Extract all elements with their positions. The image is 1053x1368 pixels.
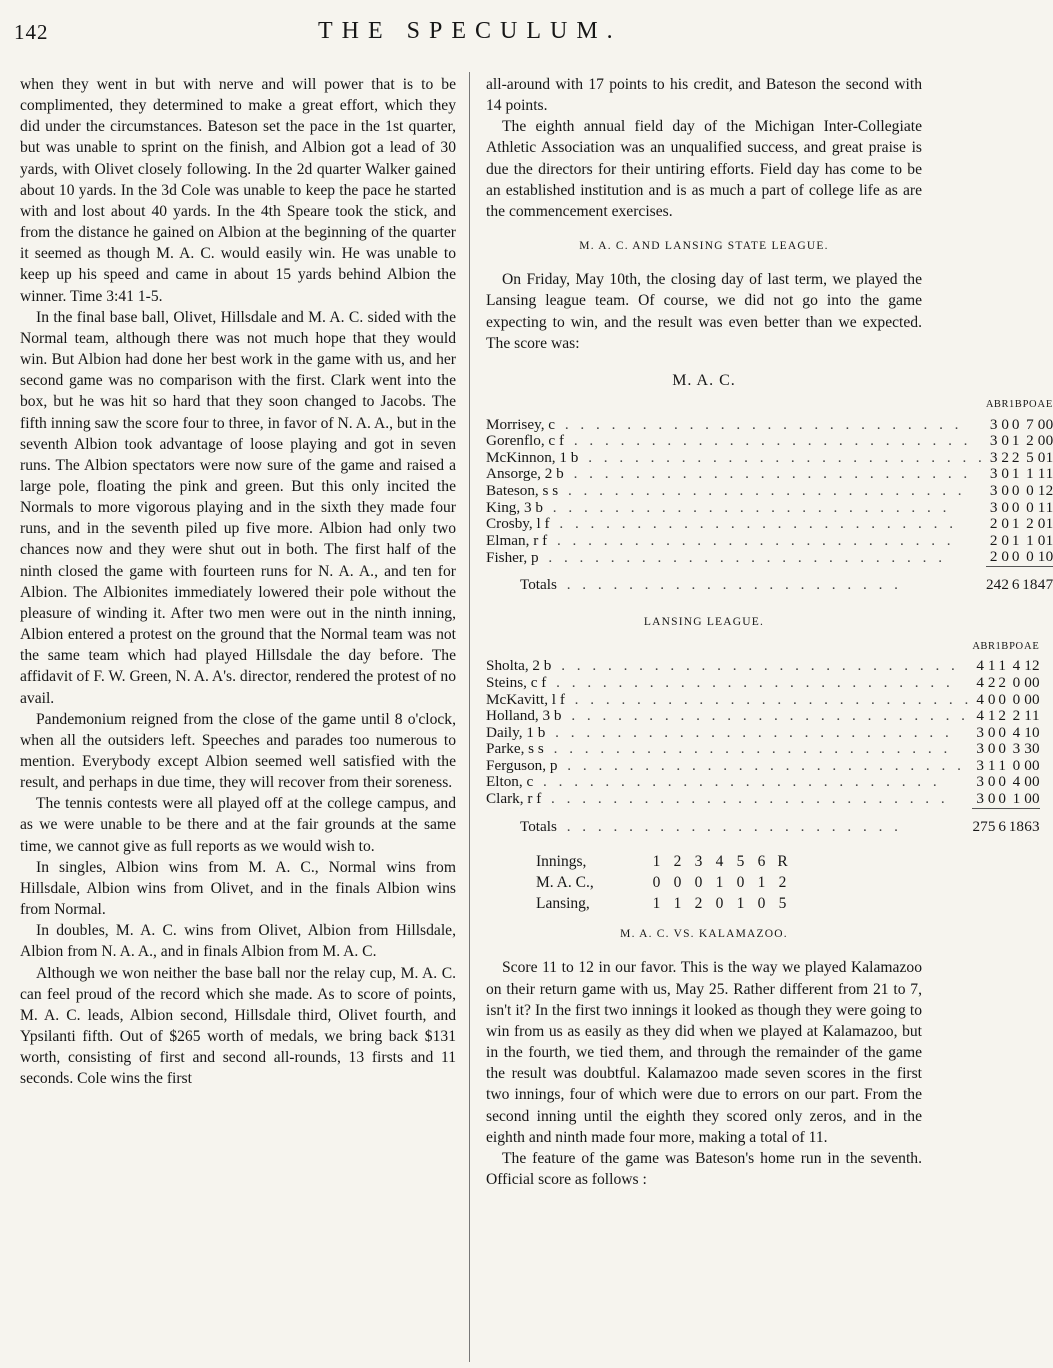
player-name: Clark, r f [486,790,542,808]
stat-cell: 0 [1037,448,1046,466]
inning-score: 5 [778,895,787,913]
stat-cell: 0 [987,740,996,758]
stat-cell: 1 [998,756,1006,774]
player-name: Ferguson, p [486,756,558,774]
box-header-row [486,397,1053,417]
stat-cell: 0 [1037,515,1046,533]
player-row [486,758,1040,775]
stat-cell: 0 [1024,673,1032,691]
leader-dots: . . . . . . . . . . . . . . . . . . . . . . . . . . [559,756,965,774]
inning-number: 2 [673,853,682,871]
paragraph: The eighth annual field day of the Michigan Inter-Collegiate Athletic Association was an unqualified success, and great praise is due the directors for their untiring efforts. Field day has come to be an established institution and is as much a part of college life as are the commencement exercises. [486,118,922,220]
innings-label: Innings, [536,853,587,871]
total-cell: 6 [998,817,1006,835]
stat-cell: 3 [976,723,984,741]
total-cell: 3 [1032,817,1040,835]
player-name-cell [486,675,972,692]
player-name: Daily, 1 b [486,723,546,741]
player-name: Parke, s s [486,740,544,758]
stat-cell: 0 [1026,548,1034,566]
player-name: Fisher, p [486,548,539,566]
stat-cell: 0 [1001,415,1010,433]
player-name: Steins, c f [486,673,547,691]
box-score-mac [486,397,1053,594]
stat-cell: 0 [1045,548,1053,566]
player-name-cell [486,758,972,775]
stat-cell: 1 [1011,465,1020,483]
player-row [486,450,1053,467]
stat-cell: 0 [1001,432,1010,450]
stat-cell: 2 [998,707,1006,725]
player-name-cell [486,433,986,450]
total-cell: 5 [987,817,996,835]
right-column [486,74,1053,1190]
stat-cell: 2 [1032,657,1040,675]
stat-cell: 0 [1032,756,1040,774]
stat-cell: 0 [1045,432,1053,450]
page-number: 142 [14,20,49,44]
inning-score: 0 [757,895,766,913]
stat-cell: 2 [1045,482,1053,499]
stat-cell: 2 [1012,707,1021,725]
player-name-cell [486,708,972,725]
stat-cell: 0 [998,723,1006,741]
player-name-cell [486,774,972,791]
stat-cell: 5 [1026,448,1034,466]
stat-cell: 7 [1026,415,1034,433]
inning-score: 1 [652,895,661,913]
stat-cell: 0 [1001,548,1010,566]
player-name: Elman, r f [486,531,548,549]
paragraph: Although we won neither the base ball nor the relay cup, M. A. C. can feel proud of the record which she made. As to score of points, M. A. C. leads, Albion second, Hillsdale third, Olivet fourth, and Ypsilanti fifth. Out of $265 worth of medals, we bring back $131 worth, consisting of first and second all-rounds, 13 firsts and 11 seconds. Cole wins the first [20,964,456,1088]
inning-score: 0 [715,895,724,913]
stat-cell: 0 [1001,531,1010,549]
inning-number: R [777,853,788,871]
stat-cell: 2 [1011,448,1020,466]
stat-cell: 1 [1045,465,1053,483]
stat-cell: 1 [1026,465,1034,483]
stat-cell: 0 [1012,690,1021,708]
stat-cell: 1 [1026,531,1034,549]
player-name-cell [486,450,986,467]
column-header: AB [972,640,988,652]
inning-number: 3 [694,853,703,871]
totals-row [486,567,1053,594]
leader-dots: . . . . . . . . . . . . . . . . . . . . . . . . . . [557,415,963,433]
stat-cell: 3 [1012,740,1021,758]
stat-cell: 0 [1032,790,1040,808]
player-name-cell [486,725,972,742]
stat-cell: 0 [987,773,996,791]
player-name: Bateson, s s [486,482,559,499]
leader-dots: . . . . . . . . . . . . . . . . . . . . . . [558,817,902,835]
stat-cell: 0 [1001,482,1010,499]
stat-cell: 4 [976,707,984,725]
leader-dots: . . . . . . . . . . . . . . . . . . . . . . . . . . [551,515,957,533]
stat-cell: 3 [989,448,998,466]
stat-cell: 1 [1045,448,1053,466]
stat-cell: 0 [998,690,1006,708]
stat-cell: 4 [1012,723,1021,741]
stat-cell: 3 [989,482,998,499]
player-name-cell [486,741,972,758]
stat-cell: 1 [1045,498,1053,516]
paragraph: On Friday, May 10th, the closing day of last term, we played the Lansing league team. Of course, we did not go into the game expecting to win, and the result was even better than we expected. The score was: [486,271,922,352]
stat-cell: 1 [1037,498,1046,516]
player-name: McKinnon, 1 b [486,448,579,466]
player-name-cell [486,692,972,709]
total-cell: 18 [1008,817,1024,835]
column-header: E [1032,640,1040,652]
paragraph: all-around with 17 points to his credit, and Bateson the second with 14 points. [486,76,922,115]
stat-cell: 2 [1026,515,1034,533]
paragraph: In singles, Albion wins from M. A. C., Normal wins from Hillsdale, Albion wins from Olivet, and in the finals Albion wins from Normal. [20,858,456,919]
player-name-cell [486,466,986,483]
stat-cell: 0 [987,723,996,741]
total-cell: 7 [1045,575,1053,593]
player-row [486,516,1053,533]
stat-cell: 1 [1032,707,1040,725]
stat-cell: 0 [998,740,1006,758]
stat-cell: 0 [1001,515,1010,533]
stat-cell: 3 [976,740,984,758]
section-heading: M. A. C. VS. KALAMAZOO. [620,928,788,941]
player-name-cell [486,516,986,533]
stat-cell: 2 [989,548,998,566]
column-header: A [1023,640,1033,652]
player-name: Ansorge, 2 b [486,465,564,483]
stat-cell: 0 [998,773,1006,791]
player-name-cell [486,483,986,500]
leader-dots: . . . . . . . . . . . . . . . . . . . . . . . . . . [566,690,973,708]
box-body-mac [486,417,1053,594]
totals-label: Totals [520,817,557,835]
stat-cell: 0 [1001,498,1010,516]
player-name-cell [486,549,986,566]
paragraph: The feature of the game was Bateson's home run in the seventh. Official score as follows : [486,1149,922,1188]
stat-cell: 1 [1037,548,1046,566]
inning-score: 0 [673,874,682,892]
total-cell: 4 [1037,575,1046,593]
player-name-cell [486,658,972,675]
column-header: PO [1022,399,1038,411]
stat-cell: 0 [1026,498,1034,516]
stat-cell: 3 [976,756,984,774]
stat-cell: 0 [1024,773,1032,791]
total-cell: 6 [1011,575,1020,593]
stat-cell: 2 [1001,448,1010,466]
inning-score: 1 [736,895,745,913]
player-name: Elton, c [486,773,534,791]
player-row [486,725,1040,742]
player-row [486,500,1053,517]
inning-score: 2 [694,895,703,913]
player-name: Sholta, 2 b [486,657,552,675]
player-name: King, 3 b [486,498,543,516]
stat-cell: 1 [998,657,1006,675]
player-name-cell [486,417,986,434]
stat-cell: 0 [987,790,996,808]
leader-dots: . . . . . . . . . . . . . . . . . . . . . . . . . . [553,657,959,675]
stat-cell: 0 [1001,465,1010,483]
player-row [486,549,1053,566]
innings-team-label: M. A. C., [536,874,594,892]
stat-cell: 3 [989,498,998,516]
inning-number: 1 [652,853,661,871]
stat-cell: 1 [1024,723,1032,741]
column-header: R [987,640,996,652]
stat-cell: 0 [987,690,996,708]
paragraph: In the final base ball, Olivet, Hillsdale and M. A. C. sided with the Normal team, although there was not much hope that they would win. But Albion had done her best work in the game with us, and her second game was no comparison with the first. Clark went into the box, but he was hit so hard that they soon changed to Jacobs. The fifth inning saw the score four to three, in favor of N. A. A., but in the seventh Albion took advantage of loose playing and got in seven runs. The Albion spectators were now sure of the game and raised a large pole, floating the pink and green. But this only incited the Normals to more vigorous playing and in the sixth they made four runs, and in the seventh piled up five more. Albion had only two chances now and they were shut out in both. The first half of the ninth closed the game with fourteen runs for N. A. A., and ten for Albion. The Albionites immediately lowered their pole without the pleasure of winding it. After two men were out in the ninth inning, Albion entered a protest on the ground that the Normal team was not the same team which had played Hillsdale the day before. The affidavit of F. W. Green, N. A. A's. director, rendered the protest of no avail. [20,308,456,707]
stat-cell: 3 [989,465,998,483]
paragraph: Pandemonium reigned from the close of the game until 8 o'clock, when all the outsiders left. Speeches and parades too numerous to mention. Everybody except Albion seemed well satisfied with the result, and perhaps in due time, they will recover from their soreness. [20,710,456,792]
stat-cell: 1 [1011,432,1020,450]
team-title-lansing: LANSING LEAGUE. [643,615,765,628]
inning-score: 0 [694,874,703,892]
stat-cell: 1 [1012,790,1021,808]
inning-number: 6 [757,853,766,871]
stat-cell: 0 [1026,482,1034,499]
inning-score: 1 [715,874,724,892]
innings-team-label: Lansing, [536,895,590,913]
stat-cell: 1 [987,657,996,675]
leader-dots: . . . . . . . . . . . . . . . . . . . . . . . . . . [540,548,946,566]
inning-score: 0 [652,874,661,892]
player-name: Holland, 3 b [486,707,562,725]
stat-cell: 0 [1024,790,1032,808]
stat-cell: 4 [1012,773,1021,791]
total-cell: 18 [1022,575,1038,593]
paragraph: The tennis contests were all played off at the college campus, and as we were unable to be there and at the fair grounds at the same time, we cannot give as full reports as we would wish to. [20,795,456,855]
stat-cell: 2 [1026,432,1034,450]
stat-cell: 3 [976,773,984,791]
player-name: McKavitt, l f [486,690,565,708]
leader-dots: . . . . . . . . . . . . . . . . . . . . . . . . . . [580,448,986,466]
stat-cell: 2 [987,673,996,691]
stat-cell: 0 [1011,415,1020,433]
stat-cell: 2 [989,515,998,533]
stat-cell: 3 [1024,740,1032,758]
stat-cell: 1 [1037,482,1046,499]
player-name: Morrisey, c [486,415,556,433]
inning-score: 0 [736,874,745,892]
leader-dots: . . . . . . . . . . . . . . . . . . . . . . . . . . [549,531,955,549]
leader-dots: . . . . . . . . . . . . . . . . . . . . . . [558,575,902,593]
leader-dots: . . . . . . . . . . . . . . . . . . . . . . . . . . [566,432,972,450]
stat-cell: 0 [1024,756,1032,774]
player-row [486,791,1040,808]
paragraph: Score 11 to 12 in our favor. This is the way we played Kalamazoo on their return game with us, May 25. Rather different from 21 to 7, isn't it? In the first two innings it looked as though they were going to win from us as easily as they did when we played at Kalamazoo, but in the fourth, we tied them, and through the remainder of the game the result was doubtful. Kalamazoo made seven scores in the first two innings, four of which were due to errors on our part. From the second inning until the eighth they scored only zeros, and in the eighth and ninth made four more, making a total of 11. [486,959,922,1146]
stat-cell: 1 [1037,465,1046,483]
player-row [486,675,1040,692]
inning-number: 4 [715,853,724,871]
stat-cell: 2 [998,673,1006,691]
paragraph: In doubles, M. A. C. wins from Olivet, Albion from Hillsdale, Albion from N. A. A., and in finals Albion from M. A. C. [20,922,456,961]
stat-cell: 3 [989,432,998,450]
column-header: 1B [995,640,1009,652]
stat-cell: 4 [976,673,984,691]
column-header: 1B [1009,399,1023,411]
box-score-lansing [486,639,1040,836]
stat-cell: 1 [1024,657,1032,675]
page-header [0,14,945,54]
leader-dots: . . . . . . . . . . . . . . . . . . . . . . . . . . [548,673,954,691]
innings-table [536,851,793,914]
player-row [486,466,1053,483]
inning-score: 1 [673,895,682,913]
player-row [486,417,1053,434]
stat-cell: 0 [1037,531,1046,549]
player-row [486,774,1040,791]
stat-cell: 3 [989,415,998,433]
blank-header [486,639,972,659]
totals-row [486,809,1040,836]
stat-cell: 1 [987,707,996,725]
stat-cell: 0 [1032,723,1040,741]
player-row [486,692,1040,709]
player-row [486,433,1053,450]
column-header: A [1037,399,1046,411]
stat-cell: 0 [1037,432,1046,450]
leader-dots: . . . . . . . . . . . . . . . . . . . . . . . . . . [545,740,952,758]
player-row [486,658,1040,675]
stat-cell: 1 [1024,707,1032,725]
stat-cell: 0 [1032,740,1040,758]
total-cell: 6 [1024,817,1032,835]
stat-cell: 0 [1011,482,1020,499]
paragraph: when they went in but with nerve and will power that is to be complimented, they determined to make a great effort, which they did under the circumstances. Bateson set the pace in the 1st quarter, but was unable to sprint on the finish, and Albion got a lead of 30 yards, with Olivet closely following. In the 2d quarter Walker gained about 10 yards. In the 3d Cole was unable to keep the pace he started with and lost about 40 yards. In the 4th Speare took the stick, and from the distance he gained on Albion at the beginning of the quarter it seemed as though M. A. C. would easily win. He was unable to keep up his speed and came in about 15 yards behind Albion the winner. Time 3:41 1-5. [20,76,456,305]
player-name-cell [486,500,986,517]
column-header: E [1045,399,1053,411]
innings-row [536,851,793,872]
player-name-cell [486,791,972,808]
box-body-lansing [486,658,1040,835]
leader-dots: . . . . . . . . . . . . . . . . . . . . . . . . . . [560,482,966,499]
total-cell: 27 [972,817,988,835]
inning-number: 5 [736,853,745,871]
left-column [20,74,456,1090]
leader-dots: . . . . . . . . . . . . . . . . . . . . . . . . . . [547,723,953,741]
column-header: PO [1009,640,1024,652]
leader-dots: . . . . . . . . . . . . . . . . . . . . . . . . . . [535,773,941,791]
stat-cell: 4 [1012,657,1021,675]
stat-cell: 0 [1032,773,1040,791]
stat-cell: 0 [1012,673,1021,691]
stat-cell: 0 [1011,498,1020,516]
stat-cell: 1 [1011,531,1020,549]
column-divider [469,72,470,1362]
stat-cell: 3 [976,790,984,808]
stat-cell: 0 [1032,690,1040,708]
stat-cell: 1 [1011,515,1020,533]
section-heading: M. A. C. AND LANSING STATE LEAGUE. [579,240,829,253]
running-title: THE SPECULUM. [318,18,622,44]
blank-header [486,397,986,417]
innings-mac-row [536,872,793,893]
player-row [486,708,1040,725]
stat-cell: 2 [989,531,998,549]
stat-cell: 4 [976,690,984,708]
totals-label-cell [486,809,972,836]
stat-cell: 0 [1037,415,1046,433]
total-cell: 24 [986,575,1002,593]
stat-cell: 0 [1012,756,1021,774]
player-name-cell [486,533,986,550]
leader-dots: . . . . . . . . . . . . . . . . . . . . . . . . . . [563,707,969,725]
stat-cell: 4 [976,657,984,675]
box-header-row [486,639,1040,659]
column-header: AB [985,399,1002,411]
stat-cell: 0 [1024,690,1032,708]
stat-cell: 1 [987,756,996,774]
stat-cell: 1 [1045,531,1053,549]
inning-score: 2 [778,874,787,892]
totals-label: Totals [520,575,557,593]
leader-dots: . . . . . . . . . . . . . . . . . . . . . . . . . . [544,498,951,516]
player-row [486,483,1053,500]
leader-dots: . . . . . . . . . . . . . . . . . . . . . . . . . . [565,465,972,483]
stat-cell: 0 [1011,548,1020,566]
stat-cell: 1 [1045,515,1053,533]
team-title-mac: M. A. C. [672,371,736,389]
stat-cell: 0 [998,790,1006,808]
player-row [486,533,1053,550]
leader-dots: . . . . . . . . . . . . . . . . . . . . . . . . . . [543,790,949,808]
player-name: Gorenflo, c f [486,432,565,450]
innings-lansing-row [536,893,793,914]
player-name: Crosby, l f [486,515,550,533]
stat-cell: 0 [1032,673,1040,691]
totals-label-cell [486,567,986,594]
column-header: R [1001,399,1009,411]
total-cell: 2 [1001,575,1010,593]
stat-cell: 0 [1045,415,1053,433]
player-row [486,741,1040,758]
inning-score: 1 [757,874,766,892]
